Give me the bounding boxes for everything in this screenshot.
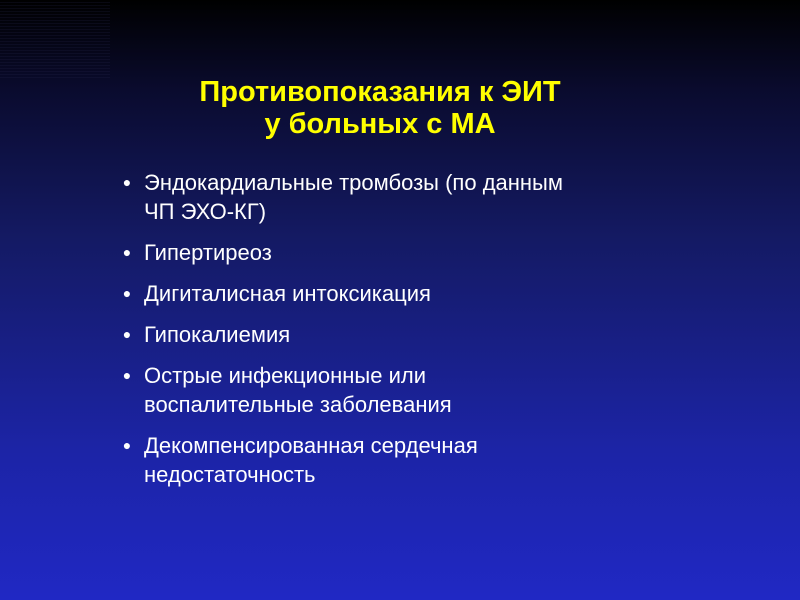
list-item-line: недостаточность xyxy=(144,462,316,487)
list-item-text xyxy=(144,279,431,308)
corner-texture xyxy=(0,0,110,78)
list-item xyxy=(110,168,670,226)
bullet-icon: ● xyxy=(122,437,132,453)
bullet-icon: ● xyxy=(122,285,132,301)
list-item-text xyxy=(144,431,478,489)
list-item-line: Гипертиреоз xyxy=(144,240,272,265)
list-item xyxy=(110,431,670,489)
list-item-line: Дигиталисная интоксикация xyxy=(144,281,431,306)
bullet-icon: ● xyxy=(122,326,132,342)
list-item-line: воспалительные заболевания xyxy=(144,392,452,417)
list-item-text xyxy=(144,361,452,419)
bullet-list xyxy=(110,168,670,501)
list-item-line: Гипокалиемия xyxy=(144,322,291,347)
list-item-line: Декомпенсированная сердечная xyxy=(144,433,478,458)
title-line-2: у больных с МА xyxy=(264,108,496,140)
bullet-icon: ● xyxy=(122,367,132,383)
bullet-icon: ● xyxy=(122,244,132,260)
slide-title xyxy=(0,76,760,140)
list-item xyxy=(110,279,670,308)
list-item-text xyxy=(144,320,290,349)
list-item-text xyxy=(144,168,563,226)
bullet-icon: ● xyxy=(122,174,132,190)
list-item xyxy=(110,361,670,419)
list-item xyxy=(110,238,670,267)
list-item xyxy=(110,320,670,349)
list-item-line: Эндокардиальные тромбозы (по данным xyxy=(144,170,563,195)
list-item-line: Острые инфекционные или xyxy=(144,363,426,388)
title-line-1: Противопоказания к ЭИТ xyxy=(199,76,561,108)
list-item-line: ЧП ЭХО-КГ) xyxy=(144,199,267,224)
list-item-text xyxy=(144,238,272,267)
